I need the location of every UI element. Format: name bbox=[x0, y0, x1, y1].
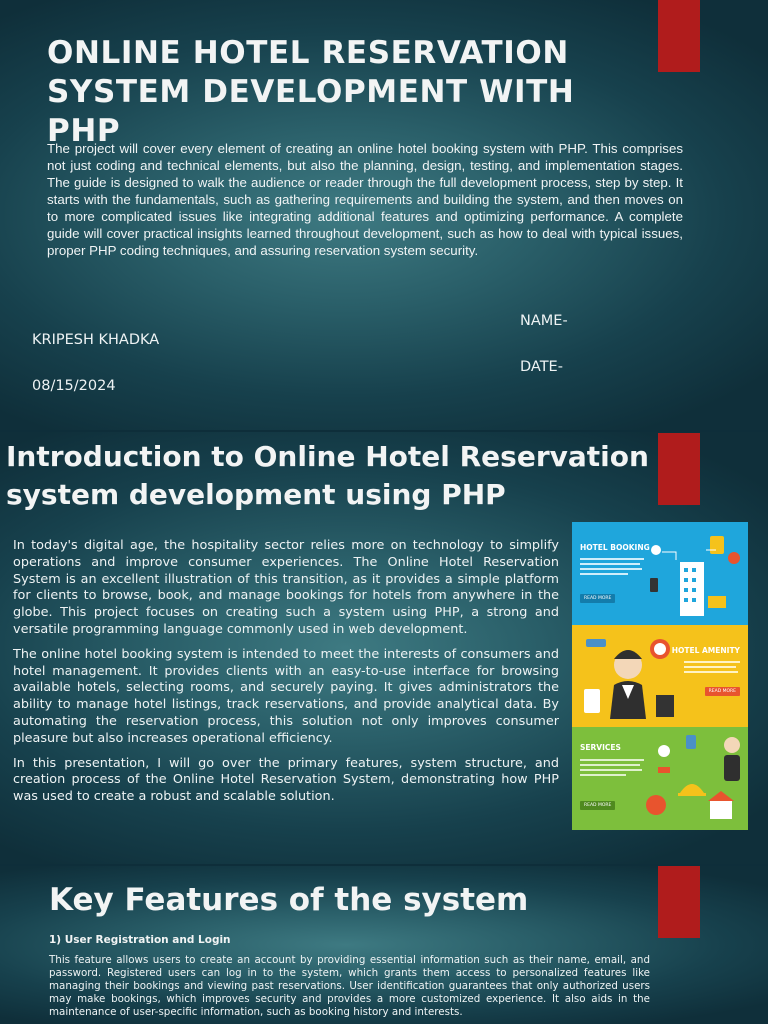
accent-tab bbox=[658, 0, 700, 72]
read-more-button: READ MORE bbox=[705, 687, 740, 696]
features-slide bbox=[0, 866, 768, 1024]
hotel-infographic bbox=[572, 522, 748, 830]
title-slide bbox=[0, 0, 768, 430]
introduction-text bbox=[13, 538, 559, 814]
document-title: ONLINE HOTEL RESERVATION SYSTEM DEVELOPMENT WITH PHP bbox=[47, 35, 575, 149]
concierge-icon bbox=[576, 629, 680, 725]
panel-title: HOTEL AMENITY bbox=[671, 646, 740, 655]
date-value: 08/15/2024 bbox=[32, 378, 116, 394]
feature-description: This feature allows users to create an account by providing essential information such as their name, email, and password. Registered users can log in to the system, which grants them access to personalized features like managing their bookings and viewing past reservations. User identification guarantees that only authorized users may make bookings, which improves security and provides a more customized experience. It also aids in the maintenance of user-specific information, such as booking history and interests. bbox=[49, 954, 650, 1018]
read-more-button: READ MORE bbox=[580, 594, 615, 603]
panel-title: SERVICES bbox=[580, 743, 621, 752]
slide-title: Introduction to Online Hotel Reservation system development using PHP bbox=[6, 440, 649, 511]
accent-tab bbox=[658, 866, 700, 938]
date-label: DATE- bbox=[520, 359, 563, 375]
author-name: KRIPESH KHADKA bbox=[32, 332, 160, 348]
services-icon bbox=[646, 731, 746, 827]
panel-text-lines bbox=[580, 759, 644, 781]
introduction-slide bbox=[0, 432, 768, 864]
panel-text-lines bbox=[684, 661, 740, 683]
panel-text-lines bbox=[580, 558, 644, 580]
hotel-amenity-panel bbox=[572, 625, 748, 727]
feature-heading: 1) User Registration and Login bbox=[49, 934, 231, 946]
slide-title: Key Features of the system bbox=[49, 882, 529, 918]
name-label: NAME- bbox=[520, 313, 568, 329]
hotel-booking-panel bbox=[572, 522, 748, 625]
paragraph: The online hotel booking system is intended to meet the interests of consumers and hotel management. It provides clients with an easy-to-use interface for browsing available hotels, selecting rooms, and securely paying. It gives administrators the ability to manage hotel listings, track reservations, and provide analytical data. By automating the reservation process, this solution not only improves consumer pleasure but also increases operational efficiency. bbox=[13, 646, 559, 746]
project-summary: The project will cover every element of creating an online hotel booking system with PHP. This comprises not just coding and technical elements, but also the planning, design, testing, and implementation stages. The guide is designed to walk the audience or reader through the full development process, step by step. It starts with the fundamentals, such as gathering requirements and building the system, and then moves on to more complicated issues like integrating additional features and optimizing performance. A complete guide will cover practical insights learned throughout development, such as how to deal with typical issues, proper PHP coding techniques, and assuring reservation system security. bbox=[47, 141, 683, 258]
hotel-building-icon bbox=[646, 530, 746, 622]
services-panel bbox=[572, 727, 748, 830]
paragraph: In today's digital age, the hospitality sector relies more on technology to simplify operations and improve consumer experiences. The Online Hotel Reservation System is an excellent illustration of this transition, as it provides a simple platform for clients to browse, book, and manage bookings for hotels from anywhere in the globe. This project focuses on creating such a system using PHP, a strong and versatile programming language commonly used in web development. bbox=[13, 538, 559, 637]
read-more-button: READ MORE bbox=[580, 801, 615, 810]
panel-title: HOTEL BOOKING bbox=[580, 543, 650, 552]
paragraph: In this presentation, I will go over the primary features, system structure, and creation process of the Online Hotel Reservation System, demonstrating how PHP was used to create a robust and scalable solution. bbox=[13, 755, 559, 805]
